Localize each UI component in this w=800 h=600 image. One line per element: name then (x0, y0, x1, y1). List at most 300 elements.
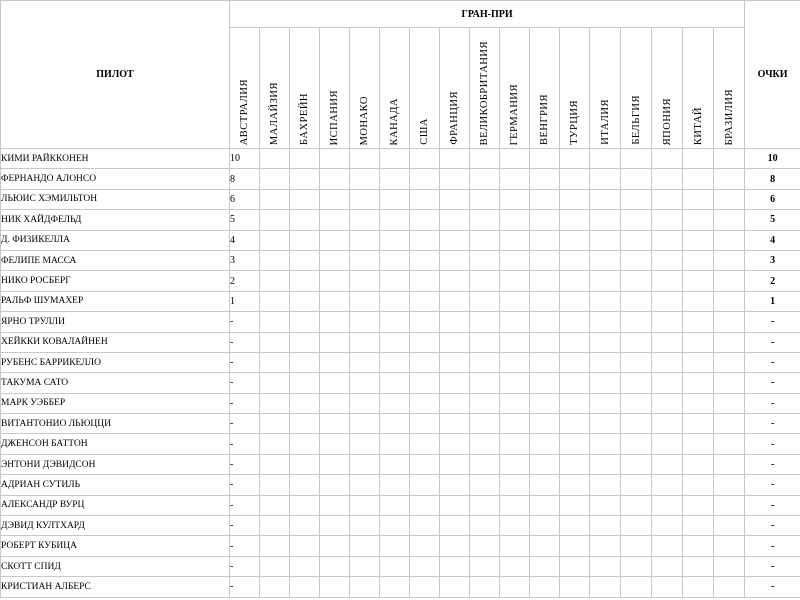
race-result-cell: - (230, 454, 260, 474)
race-result-cell (470, 250, 500, 270)
race-name-label: ГЕРМАНИЯ (509, 83, 520, 145)
race-result-cell (500, 169, 530, 189)
race-result-cell (530, 271, 560, 291)
race-result-cell (320, 414, 350, 434)
race-result-cell (590, 373, 621, 393)
race-result-cell (290, 495, 320, 515)
race-result-cell (440, 271, 470, 291)
race-result-cell (530, 291, 560, 311)
race-result-cell (260, 434, 290, 454)
points-total: 1 (745, 291, 800, 311)
race-name-label: МАЛАЙЗИЯ (269, 81, 280, 145)
race-result-cell (410, 189, 440, 209)
driver-row (1, 414, 800, 434)
race-result-cell (260, 332, 290, 352)
race-result-cell (380, 475, 410, 495)
race-result-cell (290, 536, 320, 556)
race-result-cell (530, 149, 560, 169)
race-name-label: БАХРЕЙН (299, 93, 310, 145)
race-result-cell (530, 495, 560, 515)
race-result-cell (500, 189, 530, 209)
race-result-cell: - (230, 312, 260, 332)
race-result-cell (380, 434, 410, 454)
race-result-cell (470, 495, 500, 515)
race-result-cell (470, 149, 500, 169)
race-result-cell: 4 (230, 230, 260, 250)
race-result-cell (530, 332, 560, 352)
race-result-cell (652, 271, 683, 291)
race-result-cell (320, 291, 350, 311)
race-result-cell (440, 210, 470, 230)
race-result-cell (350, 169, 380, 189)
driver-row (1, 495, 800, 515)
race-result-cell (440, 169, 470, 189)
race-result-cell (714, 291, 745, 311)
race-result-cell (683, 495, 714, 515)
driver-row (1, 393, 800, 413)
race-result-cell (683, 189, 714, 209)
race-result-cell (320, 434, 350, 454)
race-name-label: БРАЗИЛИЯ (723, 88, 735, 145)
race-result-cell (590, 495, 621, 515)
race-result-cell (470, 536, 500, 556)
race-column-header (470, 28, 500, 149)
driver-name: НИК ХАЙДФЕЛЬД (1, 210, 230, 230)
race-result-cell (530, 393, 560, 413)
race-result-cell (410, 352, 440, 372)
driver-row (1, 250, 800, 270)
race-result-cell (714, 475, 745, 495)
race-result-cell: - (230, 536, 260, 556)
race-column-header (380, 28, 410, 149)
driver-name: РОБЕРТ КУБИЦА (1, 536, 230, 556)
race-result-cell (714, 230, 745, 250)
race-result-cell (560, 271, 590, 291)
race-result-cell (560, 189, 590, 209)
race-result-cell (440, 149, 470, 169)
race-result-cell (652, 352, 683, 372)
race-result-cell (380, 250, 410, 270)
driver-name: АДРИАН СУТИЛЬ (1, 475, 230, 495)
race-result-cell (714, 210, 745, 230)
race-result-cell: 2 (230, 271, 260, 291)
race-result-cell (683, 230, 714, 250)
race-result-cell (530, 373, 560, 393)
race-result-cell (621, 434, 652, 454)
race-result-cell (652, 189, 683, 209)
race-result-cell (320, 536, 350, 556)
race-result-cell (380, 312, 410, 332)
race-result-cell (350, 291, 380, 311)
race-column-header (440, 28, 470, 149)
points-total: 6 (745, 189, 800, 209)
race-result-cell (500, 475, 530, 495)
race-result-cell (714, 271, 745, 291)
race-result-cell (440, 352, 470, 372)
race-result-cell (260, 210, 290, 230)
race-result-cell (470, 352, 500, 372)
driver-name: ДЭВИД КУЛТХАРД (1, 516, 230, 536)
race-result-cell: 6 (230, 189, 260, 209)
race-result-cell (590, 230, 621, 250)
race-result-cell (714, 454, 745, 474)
race-result-cell (714, 393, 745, 413)
race-result-cell (530, 475, 560, 495)
race-result-cell (714, 332, 745, 352)
driver-name: КИМИ РАЙККОНЕН (1, 149, 230, 169)
race-result-cell (470, 414, 500, 434)
race-result-cell (470, 169, 500, 189)
race-result-cell (260, 149, 290, 169)
points-total: 8 (745, 169, 800, 189)
race-result-cell (590, 189, 621, 209)
race-result-cell (320, 556, 350, 576)
race-result-cell (621, 230, 652, 250)
driver-row (1, 556, 800, 576)
race-column-header (230, 28, 260, 149)
race-result-cell (652, 230, 683, 250)
driver-row (1, 210, 800, 230)
race-result-cell (440, 189, 470, 209)
race-column-header (714, 28, 745, 149)
points-total: - (745, 556, 800, 576)
race-result-cell (410, 271, 440, 291)
race-result-cell (320, 230, 350, 250)
race-result-cell (530, 230, 560, 250)
race-column-header (290, 28, 320, 149)
race-result-cell (652, 332, 683, 352)
race-result-cell (621, 373, 652, 393)
race-result-cell (260, 352, 290, 372)
points-total: - (745, 475, 800, 495)
race-result-cell (621, 577, 652, 597)
race-result-cell (410, 230, 440, 250)
race-result-cell (260, 454, 290, 474)
points-total: - (745, 332, 800, 352)
driver-name: РАЛЬФ ШУМАХЕР (1, 291, 230, 311)
race-result-cell (290, 332, 320, 352)
race-result-cell (320, 250, 350, 270)
race-result-cell (470, 230, 500, 250)
race-result-cell: - (230, 414, 260, 434)
race-result-cell (440, 475, 470, 495)
race-result-cell (560, 352, 590, 372)
race-result-cell (410, 373, 440, 393)
race-result-cell (260, 312, 290, 332)
race-result-cell (440, 230, 470, 250)
race-result-cell (440, 556, 470, 576)
race-name-label: ФРАНЦИЯ (449, 91, 460, 145)
race-result-cell (500, 536, 530, 556)
race-result-cell (714, 169, 745, 189)
grand-prix-header: ГРАН-ПРИ (230, 1, 745, 28)
points-total: - (745, 414, 800, 434)
race-result-cell (714, 536, 745, 556)
race-name-label: США (419, 118, 430, 145)
points-total: 2 (745, 271, 800, 291)
race-result-cell (380, 210, 410, 230)
race-result-cell (470, 271, 500, 291)
race-result-cell (470, 393, 500, 413)
race-result-cell (560, 414, 590, 434)
race-result-cell (683, 556, 714, 576)
race-result-cell (714, 149, 745, 169)
driver-row (1, 332, 800, 352)
race-result-cell (621, 516, 652, 536)
race-result-cell (560, 434, 590, 454)
race-name-label: ВЕЛИКОБРИТАНИЯ (479, 40, 490, 145)
race-result-cell (350, 495, 380, 515)
race-result-cell (350, 250, 380, 270)
race-result-cell (410, 475, 440, 495)
race-result-cell (652, 495, 683, 515)
race-result-cell (320, 332, 350, 352)
race-result-cell (350, 434, 380, 454)
race-result-cell (290, 189, 320, 209)
race-result-cell (683, 271, 714, 291)
driver-row (1, 149, 800, 169)
race-result-cell (560, 250, 590, 270)
race-result-cell (652, 373, 683, 393)
driver-name: СКОТТ СПИД (1, 556, 230, 576)
race-result-cell (530, 556, 560, 576)
race-result-cell (350, 210, 380, 230)
race-result-cell (530, 312, 560, 332)
race-result-cell (320, 475, 350, 495)
driver-name: ХЕЙККИ КОВАЛАЙНЕН (1, 332, 230, 352)
driver-row (1, 536, 800, 556)
driver-name: ДЖЕНСОН БАТТОН (1, 434, 230, 454)
race-result-cell: - (230, 556, 260, 576)
race-result-cell (320, 189, 350, 209)
race-result-cell (621, 169, 652, 189)
race-result-cell (440, 495, 470, 515)
race-result-cell (380, 291, 410, 311)
race-result-cell (440, 577, 470, 597)
race-result-cell (380, 393, 410, 413)
driver-row (1, 454, 800, 474)
race-column-header (260, 28, 290, 149)
race-result-cell (560, 556, 590, 576)
driver-row (1, 312, 800, 332)
race-result-cell: - (230, 516, 260, 536)
race-result-cell (410, 169, 440, 189)
race-result-cell (380, 189, 410, 209)
race-result-cell (350, 475, 380, 495)
race-result-cell (590, 250, 621, 270)
race-result-cell: - (230, 577, 260, 597)
race-result-cell (652, 250, 683, 270)
points-total: - (745, 352, 800, 372)
race-result-cell (560, 475, 590, 495)
race-result-cell (440, 312, 470, 332)
race-result-cell (350, 271, 380, 291)
race-result-cell (560, 495, 590, 515)
race-result-cell: - (230, 332, 260, 352)
driver-name: НИКО РОСБЕРГ (1, 271, 230, 291)
race-result-cell (320, 577, 350, 597)
race-result-cell (560, 577, 590, 597)
race-result-cell (500, 230, 530, 250)
points-total: - (745, 393, 800, 413)
race-result-cell (260, 536, 290, 556)
race-result-cell (320, 495, 350, 515)
race-result-cell (714, 516, 745, 536)
points-total: 10 (745, 149, 800, 169)
race-result-cell: - (230, 393, 260, 413)
race-result-cell (290, 556, 320, 576)
race-column-header (652, 28, 683, 149)
race-name-label: ИСПАНИЯ (329, 89, 340, 145)
driver-row (1, 352, 800, 372)
race-result-cell (560, 291, 590, 311)
driver-name: ЭНТОНИ ДЭВИДСОН (1, 454, 230, 474)
race-result-cell (560, 332, 590, 352)
race-result-cell (714, 434, 745, 454)
race-result-cell (530, 414, 560, 434)
race-result-cell (621, 291, 652, 311)
race-result-cell (683, 414, 714, 434)
race-result-cell (290, 516, 320, 536)
race-result-cell (320, 454, 350, 474)
race-result-cell (470, 332, 500, 352)
race-result-cell (500, 434, 530, 454)
race-result-cell (290, 373, 320, 393)
race-result-cell (683, 291, 714, 311)
driver-name: ФЕРНАНДО АЛОНСО (1, 169, 230, 189)
race-result-cell (621, 189, 652, 209)
race-result-cell (652, 169, 683, 189)
race-result-cell (500, 556, 530, 576)
race-name-label: ВЕНГРИЯ (539, 94, 550, 145)
race-result-cell (350, 454, 380, 474)
race-result-cell (683, 332, 714, 352)
race-result-cell (350, 352, 380, 372)
race-result-cell (380, 271, 410, 291)
race-result-cell (440, 332, 470, 352)
race-result-cell (320, 210, 350, 230)
race-result-cell (560, 373, 590, 393)
race-result-cell (560, 230, 590, 250)
race-result-cell (500, 373, 530, 393)
race-result-cell (260, 577, 290, 597)
driver-row (1, 271, 800, 291)
race-result-cell (530, 250, 560, 270)
race-result-cell (440, 414, 470, 434)
driver-name: АЛЕКСАНДР ВУРЦ (1, 495, 230, 515)
race-result-cell (500, 149, 530, 169)
race-result-cell (590, 577, 621, 597)
race-result-cell (440, 434, 470, 454)
race-result-cell (410, 454, 440, 474)
driver-name: КРИСТИАН АЛБЕРС (1, 577, 230, 597)
race-result-cell (290, 577, 320, 597)
race-result-cell (500, 312, 530, 332)
race-result-cell (621, 393, 652, 413)
race-result-cell (290, 414, 320, 434)
race-result-cell (590, 414, 621, 434)
race-result-cell (621, 454, 652, 474)
driver-name: Д. ФИЗИКЕЛЛА (1, 230, 230, 250)
race-result-cell (621, 495, 652, 515)
race-result-cell (410, 577, 440, 597)
race-result-cell (652, 210, 683, 230)
race-result-cell (714, 495, 745, 515)
race-column-header (320, 28, 350, 149)
race-result-cell (530, 577, 560, 597)
race-result-cell (290, 393, 320, 413)
race-result-cell (410, 516, 440, 536)
race-result-cell (590, 454, 621, 474)
race-result-cell (500, 250, 530, 270)
race-result-cell (621, 250, 652, 270)
points-column-header: ОЧКИ (745, 1, 800, 149)
driver-row (1, 434, 800, 454)
race-result-cell: - (230, 475, 260, 495)
race-result-cell (530, 352, 560, 372)
race-result-cell (470, 577, 500, 597)
race-result-cell (260, 250, 290, 270)
race-name-label: ТУРЦИЯ (569, 100, 580, 145)
driver-row (1, 373, 800, 393)
driver-name: РУБЕНС БАРРИКЕЛЛО (1, 352, 230, 372)
race-result-cell (500, 271, 530, 291)
race-result-cell (683, 169, 714, 189)
race-result-cell (290, 454, 320, 474)
race-result-cell (350, 230, 380, 250)
race-result-cell (683, 454, 714, 474)
race-result-cell (500, 454, 530, 474)
race-result-cell (500, 352, 530, 372)
race-result-cell (290, 352, 320, 372)
race-result-cell (500, 414, 530, 434)
race-result-cell: - (230, 352, 260, 372)
points-total: - (745, 312, 800, 332)
race-result-cell (320, 393, 350, 413)
driver-row (1, 230, 800, 250)
race-result-cell (320, 149, 350, 169)
race-result-cell (500, 577, 530, 597)
race-result-cell (440, 516, 470, 536)
race-result-cell (500, 210, 530, 230)
race-column-header (560, 28, 590, 149)
points-total: - (745, 536, 800, 556)
race-result-cell (290, 210, 320, 230)
race-column-header (621, 28, 652, 149)
race-result-cell (590, 475, 621, 495)
race-result-cell (260, 189, 290, 209)
race-result-cell (380, 373, 410, 393)
race-result-cell (683, 312, 714, 332)
pilot-column-header: ПИЛОТ (1, 1, 230, 149)
race-result-cell (380, 169, 410, 189)
race-result-cell (590, 291, 621, 311)
race-result-cell (290, 434, 320, 454)
race-column-header (683, 28, 714, 149)
race-result-cell (652, 149, 683, 169)
race-name-label: БЕЛЬГИЯ (630, 95, 642, 145)
race-name-label: ИТАЛИЯ (599, 99, 611, 145)
race-result-cell (410, 149, 440, 169)
race-result-cell (380, 556, 410, 576)
race-column-header (530, 28, 560, 149)
driver-row (1, 577, 800, 597)
race-result-cell (590, 169, 621, 189)
race-result-cell (530, 454, 560, 474)
race-result-cell (530, 516, 560, 536)
race-result-cell (350, 536, 380, 556)
race-result-cell (714, 352, 745, 372)
